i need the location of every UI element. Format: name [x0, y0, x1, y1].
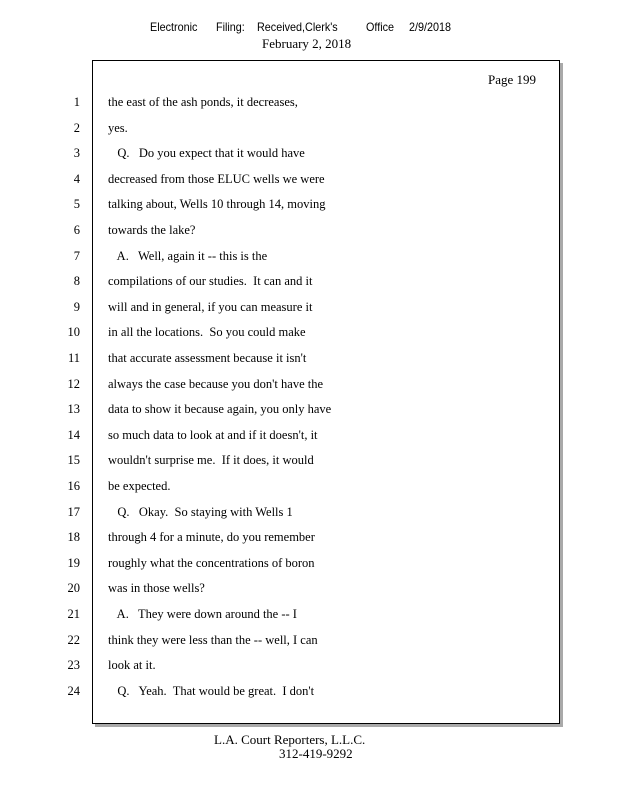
- transcript-date: February 2, 2018: [262, 36, 352, 51]
- transcript-line: [0, 143, 618, 163]
- line-number: 16: [67, 479, 80, 493]
- transcript-line: [0, 604, 618, 624]
- line-number: 8: [73, 274, 80, 289]
- line-text: Q. Okay. So staying with Wells 1: [108, 504, 293, 519]
- transcript-line: [0, 476, 618, 496]
- line-number: 18: [67, 530, 80, 545]
- transcript-line: [0, 655, 618, 675]
- footer-company: L.A. Court Reporters, L.L.C.: [214, 732, 366, 747]
- transcript-line: [0, 271, 618, 291]
- line-number: 3: [73, 146, 80, 161]
- line-text: A. Well, again it -- this is the: [108, 248, 268, 263]
- transcript-line: [0, 118, 618, 138]
- transcript-line: [0, 169, 618, 189]
- stamp-word: Electronic: [150, 20, 198, 34]
- transcript-line: [0, 425, 618, 445]
- transcript-line: [0, 297, 618, 317]
- line-number: 11: [67, 351, 80, 365]
- transcript-line: [0, 553, 618, 573]
- line-text: will and in general, if you can measure it: [108, 299, 313, 314]
- line-number: 6: [73, 223, 80, 237]
- line-number: 17: [67, 504, 80, 519]
- stamp-word: Received,Clerk's: [257, 20, 338, 34]
- line-number: 10: [67, 325, 80, 340]
- line-text: in all the locations. So you could make: [108, 325, 306, 340]
- line-text: talking about, Wells 10 through 14, moving: [108, 197, 326, 212]
- line-number: 13: [67, 402, 80, 417]
- line-text: roughly what the concentrations of boron: [108, 555, 315, 570]
- line-text: yes.: [108, 120, 128, 135]
- transcript-line: [0, 630, 618, 650]
- line-text: be expected.: [108, 479, 171, 493]
- transcript-line: [0, 92, 618, 112]
- line-text: was in those wells?: [108, 581, 205, 596]
- stamp-word: 2/9/2018: [409, 20, 452, 34]
- line-number: 4: [73, 171, 80, 186]
- transcript-line: [0, 527, 618, 547]
- transcript-line: [0, 450, 618, 470]
- line-text: A. They were down around the -- I: [108, 607, 297, 621]
- line-number: 7: [73, 248, 80, 263]
- transcript-line: [0, 578, 618, 598]
- page-number: Page 199: [488, 72, 537, 87]
- line-text: look at it.: [108, 658, 156, 673]
- line-number: 15: [67, 453, 80, 468]
- transcript-line: [0, 322, 618, 342]
- footer-phone: 312-419-9292: [279, 746, 353, 761]
- line-text: think they were less than the -- well, I can: [108, 632, 318, 647]
- line-number: 20: [67, 581, 80, 596]
- transcript-line: [0, 246, 618, 266]
- stamp-word: Filing:: [216, 20, 245, 34]
- line-text: that accurate assessment because it isn't: [108, 351, 307, 365]
- line-text: Q. Yeah. That would be great. I don't: [108, 683, 315, 698]
- transcript-line: [0, 194, 618, 214]
- transcript-line: [0, 502, 618, 522]
- line-text: wouldn't surprise me. If it does, it would: [108, 453, 314, 468]
- line-text: always the case because you don't have the: [108, 376, 324, 391]
- transcript-line: [0, 399, 618, 419]
- line-number: 12: [67, 376, 80, 391]
- line-number: 23: [67, 658, 80, 673]
- line-number: 24: [67, 683, 80, 698]
- line-number: 22: [67, 632, 80, 647]
- line-number: 5: [73, 197, 80, 212]
- line-text: through 4 for a minute, do you remember: [108, 530, 315, 545]
- line-number: 19: [67, 555, 80, 570]
- line-text: towards the lake?: [108, 223, 196, 237]
- transcript-line: [0, 681, 618, 701]
- transcript-line: [0, 374, 618, 394]
- line-number: 9: [73, 299, 80, 314]
- line-number: 2: [73, 120, 80, 135]
- line-number: 14: [67, 427, 80, 442]
- line-text: Q. Do you expect that it would have: [108, 146, 305, 161]
- transcript-line: [0, 220, 618, 240]
- stamp-word: Office: [366, 20, 395, 34]
- transcript-line: [0, 348, 618, 368]
- line-number: 21: [67, 607, 80, 621]
- line-text: the east of the ash ponds, it decreases,: [108, 95, 298, 109]
- line-text: so much data to look at and if it doesn't, it: [108, 427, 318, 442]
- line-text: data to show it because again, you only have: [108, 402, 332, 417]
- line-text: compilations of our studies. It can and it: [108, 274, 313, 289]
- line-text: decreased from those ELUC wells we were: [108, 171, 325, 186]
- line-number: 1: [73, 95, 80, 109]
